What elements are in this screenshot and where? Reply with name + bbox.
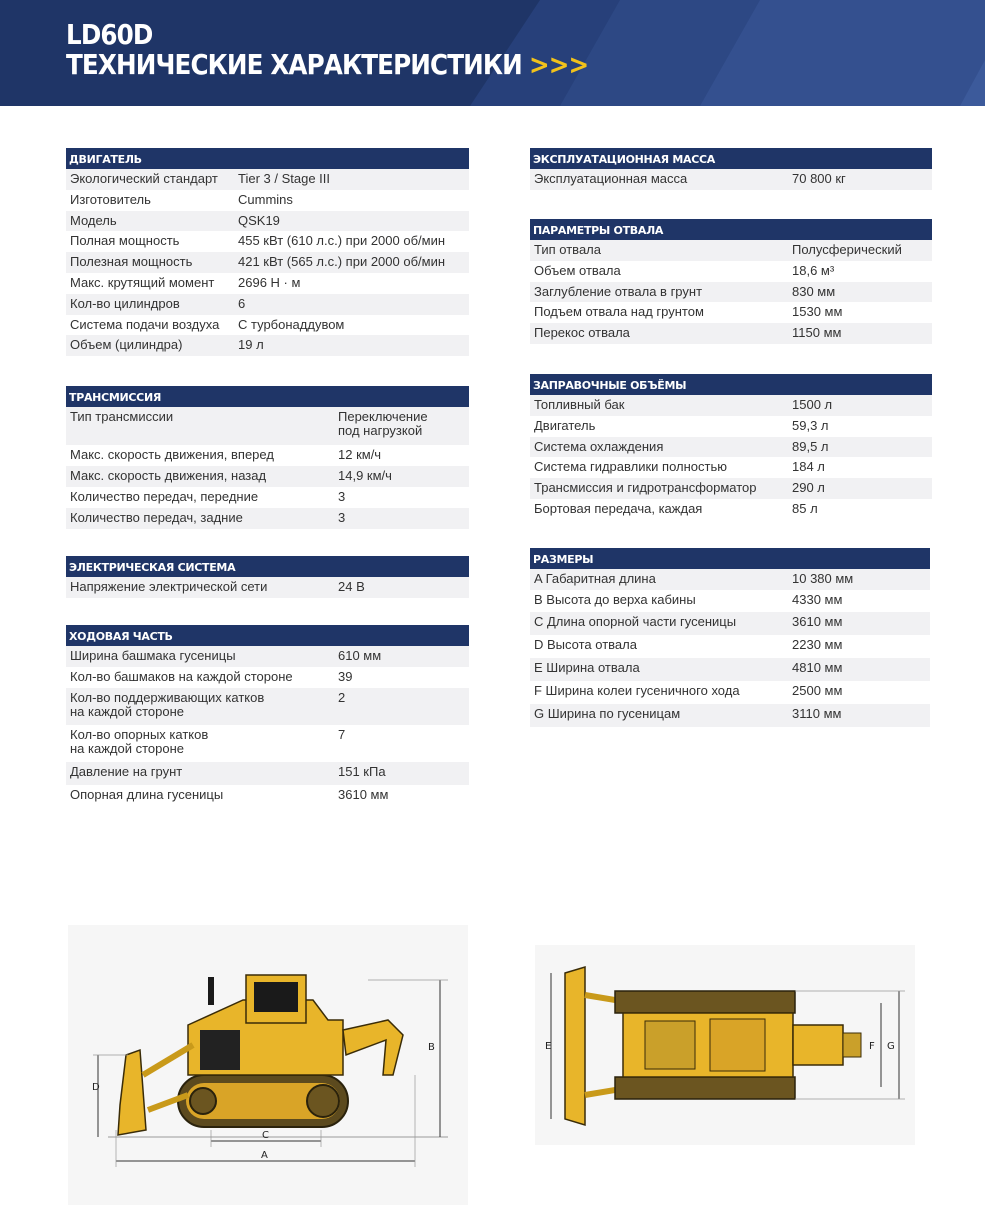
- spec-value: QSK19: [238, 212, 280, 228]
- spec-row: [66, 231, 469, 252]
- label-g: G: [887, 1041, 895, 1052]
- spec-row: [66, 646, 469, 667]
- spec-label: Кол-во опорных катков на каждой стороне: [70, 727, 209, 756]
- spec-label: Система подачи воздуха: [70, 316, 220, 332]
- spec-label: G Ширина по гусеницам: [534, 706, 681, 721]
- spec-row: [530, 704, 930, 727]
- spec-value: 151 кПа: [338, 764, 386, 779]
- spec-value: 4810 мм: [792, 660, 843, 675]
- spec-row: [530, 240, 932, 261]
- spec-value: Cummins: [238, 191, 293, 207]
- spec-label: Трансмиссия и гидротрансформатор: [534, 480, 757, 496]
- spec-label: Перекос отвала: [534, 325, 630, 341]
- side-view-diagram: [68, 925, 468, 1205]
- title-arrows: >>>: [528, 48, 589, 81]
- section-title: ЭКСПЛУАТАЦИОННАЯ МАССА: [530, 148, 932, 169]
- spec-value: 70 800 кг: [792, 171, 846, 186]
- spec-value: 3110 мм: [792, 706, 842, 721]
- spec-row: [530, 169, 932, 190]
- mass-section: [530, 148, 932, 190]
- top-view-diagram: [535, 945, 915, 1145]
- spec-label: Напряжение электрической сети: [70, 579, 268, 594]
- spec-value: Tier 3 / Stage III: [238, 171, 331, 186]
- spec-label: Ширина башмака гусеницы: [70, 648, 236, 663]
- spec-row: [530, 416, 932, 437]
- spec-value: 19 л: [238, 337, 264, 353]
- bulldozer-side-drawing: [68, 925, 468, 1205]
- spec-row: [66, 315, 469, 336]
- section-title: ТРАНСМИССИЯ: [66, 386, 469, 407]
- label-f: F: [869, 1041, 875, 1052]
- spec-value: 39: [338, 669, 353, 684]
- spec-label: Подъем отвала над грунтом: [534, 304, 704, 320]
- spec-row: [66, 190, 469, 211]
- spec-row: [66, 273, 469, 294]
- spec-row: [66, 407, 469, 445]
- spec-label: Тип трансмиссии: [70, 409, 174, 424]
- blade-section: [530, 219, 932, 344]
- spec-row: [66, 577, 469, 598]
- spec-row: [66, 762, 469, 785]
- spec-label: Модель: [70, 212, 117, 228]
- spec-value: 10 380 мм: [792, 571, 854, 586]
- spec-value: 3: [338, 489, 346, 504]
- spec-label: Кол-во башмаков на каждой стороне: [70, 669, 293, 684]
- spec-value: 85 л: [792, 500, 818, 516]
- section-title: ДВИГАТЕЛЬ: [66, 148, 469, 169]
- spec-label: Заглубление отвала в грунт: [534, 283, 703, 299]
- spec-label: Опорная длина гусеницы: [70, 787, 224, 802]
- spec-row: [530, 457, 932, 478]
- spec-label: A Габаритная длина: [534, 571, 656, 586]
- spec-value: 4330 мм: [792, 592, 843, 607]
- spec-row: [530, 323, 932, 344]
- spec-label: Объем (цилиндра): [70, 337, 183, 353]
- spec-value: 455 кВт (610 л.с.) при 2000 об/мин: [238, 233, 446, 249]
- spec-row: [530, 478, 932, 499]
- spec-row: [530, 612, 930, 635]
- spec-row: [66, 667, 469, 688]
- spec-row: [530, 569, 930, 590]
- spec-row: [66, 487, 469, 508]
- spec-label: Экологический стандарт: [70, 171, 218, 186]
- section-title: ЭЛЕКТРИЧЕСКАЯ СИСТЕМА: [66, 556, 469, 577]
- spec-value: Переключение под нагрузкой: [338, 409, 428, 438]
- spec-value: 421 кВт (565 л.с.) при 2000 об/мин: [238, 254, 446, 270]
- spec-label: Макс. крутящий момент: [70, 274, 215, 290]
- spec-value: 59,3 л: [792, 417, 829, 433]
- section-title: РАЗМЕРЫ: [530, 548, 930, 569]
- spec-row: [530, 437, 932, 458]
- spec-label: C Длина опорной части гусеницы: [534, 614, 737, 629]
- engine-section: [66, 148, 469, 356]
- spec-value: 2230 мм: [792, 637, 843, 652]
- spec-label: Макс. скорость движения, вперед: [70, 447, 274, 462]
- spec-label: Количество передач, задние: [70, 510, 243, 525]
- spec-label: Давление на грунт: [70, 764, 183, 779]
- capacities-section: [530, 374, 932, 520]
- label-b: B: [428, 1042, 435, 1053]
- spec-value: 184 л: [792, 459, 825, 475]
- spec-label: Макс. скорость движения, назад: [70, 468, 267, 483]
- spec-label: F Ширина колеи гусеничного хода: [534, 683, 740, 698]
- undercarriage-section: [66, 625, 469, 807]
- spec-label: Тип отвала: [534, 242, 601, 257]
- spec-value: 3610 мм: [338, 787, 389, 802]
- spec-label: Эксплуатационная масса: [534, 171, 688, 186]
- spec-value: 610 мм: [338, 648, 382, 663]
- spec-label: Объем отвала: [534, 262, 621, 278]
- spec-label: Топливный бак: [534, 397, 625, 412]
- spec-value: 18,6 м³: [792, 262, 835, 278]
- spec-row: [66, 508, 469, 529]
- electrical-section: [66, 556, 469, 598]
- spec-row: [530, 395, 932, 416]
- spec-row: [66, 294, 469, 315]
- spec-label: Система гидравлики полностью: [534, 459, 727, 475]
- label-a: A: [261, 1150, 268, 1161]
- spec-row: [530, 499, 932, 520]
- section-title: ЗАПРАВОЧНЫЕ ОБЪЁМЫ: [530, 374, 932, 395]
- spec-row: [530, 302, 932, 323]
- dimensions-section: [530, 548, 930, 727]
- spec-row: [530, 590, 930, 612]
- spec-label: Полная мощность: [70, 233, 180, 249]
- spec-row: [66, 211, 469, 232]
- spec-value: 290 л: [792, 480, 825, 496]
- spec-value: Полусферический: [792, 242, 902, 257]
- spec-label: Двигатель: [534, 417, 596, 433]
- spec-row: [66, 725, 469, 762]
- page-header: [0, 0, 985, 106]
- spec-value: 6: [238, 295, 246, 311]
- spec-label: Полезная мощность: [70, 254, 193, 270]
- spec-row: [530, 635, 930, 658]
- spec-row: [66, 445, 469, 466]
- label-c: C: [262, 1130, 269, 1141]
- spec-label: Изготовитель: [70, 191, 151, 207]
- model-name: LD60D: [66, 18, 153, 51]
- section-title: ПАРАМЕТРЫ ОТВАЛА: [530, 219, 932, 240]
- spec-label: E Ширина отвала: [534, 660, 640, 675]
- spec-value: 14,9 км/ч: [338, 468, 392, 483]
- spec-row: [66, 466, 469, 487]
- spec-value: 24 В: [338, 579, 365, 594]
- spec-label: Количество передач, передние: [70, 489, 259, 504]
- bulldozer-top-drawing: [535, 945, 915, 1145]
- section-title: ХОДОВАЯ ЧАСТЬ: [66, 625, 469, 646]
- spec-row: [66, 688, 469, 725]
- page-title: [66, 20, 588, 80]
- spec-value: 1530 мм: [792, 304, 843, 320]
- spec-value: 1500 л: [792, 397, 833, 412]
- spec-value: 830 мм: [792, 283, 836, 299]
- spec-value: 12 км/ч: [338, 447, 382, 462]
- spec-value: 2696 Н · м: [238, 274, 301, 290]
- spec-label: Система охлаждения: [534, 438, 664, 454]
- spec-row: [530, 282, 932, 303]
- spec-value: 89,5 л: [792, 438, 829, 454]
- label-e: E: [545, 1041, 552, 1052]
- label-d: D: [92, 1082, 100, 1093]
- spec-label: D Высота отвала: [534, 637, 637, 652]
- transmission-section: [66, 386, 469, 529]
- spec-row: [530, 261, 932, 282]
- title-text: ТЕХНИЧЕСКИЕ ХАРАКТЕРИСТИКИ: [66, 48, 522, 81]
- spec-label: Кол-во поддерживающих катков на каждой стороне: [70, 690, 265, 719]
- spec-value: С турбонаддувом: [238, 316, 345, 332]
- spec-label: B Высота до верха кабины: [534, 592, 696, 607]
- spec-row: [66, 785, 469, 807]
- spec-row: [530, 658, 930, 681]
- spec-value: 7: [338, 727, 346, 742]
- spec-value: 3610 мм: [792, 614, 843, 629]
- spec-value: 2: [338, 690, 346, 705]
- spec-value: 3: [338, 510, 346, 525]
- spec-row: [66, 335, 469, 356]
- spec-value: 1150 мм: [792, 325, 842, 341]
- spec-label: Бортовая передача, каждая: [534, 500, 703, 516]
- spec-value: 2500 мм: [792, 683, 843, 698]
- spec-row: [66, 169, 469, 190]
- spec-row: [530, 681, 930, 704]
- spec-row: [66, 252, 469, 273]
- spec-label: Кол-во цилиндров: [70, 295, 180, 311]
